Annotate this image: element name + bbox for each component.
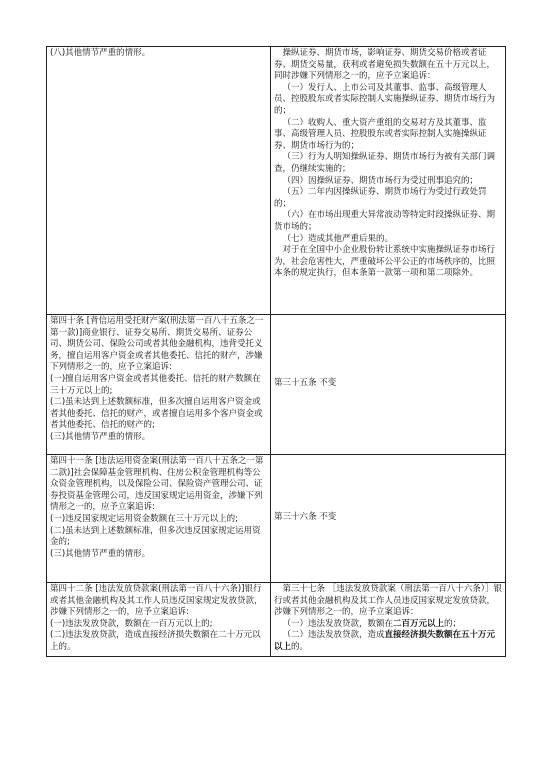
new-provision-cell <box>271 47 506 315</box>
new-provision-text: 对于在全国中小企业股份转让系统中实施操纵证券市场行为，社会危害性大，严重破坏公平公正的市场秩序的，比照本条的规定执行，但本条第一款第一项和第二项除外。 <box>274 245 496 279</box>
new-provision-item <box>274 630 503 653</box>
new-provision-text: 第三十五条 不变 <box>274 378 337 389</box>
old-provision-cell <box>47 583 271 657</box>
old-provision-text: (八)其他情节严重的情形。 <box>50 48 151 58</box>
new-provision-text: 第三十六条 不变 <box>274 512 337 523</box>
new-provision-text: 操纵证券、期货市场，影响证券、期货交易价格或者证券、期货交易量，获利或者避免损失数额在五十万元以上，同时涉嫌下列情形之一的，应予立案追诉： <box>274 48 496 82</box>
new-provision-text: （一）发行人、上市公司及其董事、监事、高级管理人员、控股股东或者实际控制人实施操纵证券、期货市场行为的； <box>274 82 496 116</box>
item-text: 的。 <box>291 641 309 652</box>
old-provision-text: (一)违反国家规定运用资金数额在三十万元以上的; <box>50 513 238 524</box>
item-text: 的； <box>444 618 462 629</box>
table-row <box>47 47 506 315</box>
new-provision-text: （二）收购人、重大资产重组的交易对方及其董事、监事、高级管理人员、控股股东或者实际控制人实施操纵证券、期货市场行为的； <box>274 117 487 151</box>
old-provision-text: (一)擅自运用客户资金或者其他委托、信托的财产数额在三十万元以上的; <box>50 373 261 396</box>
old-provision-text: 第四十二条 [违法发放贷款案(刑法第一百八十六条)]银行或者其他金融机构及其工作人员违反国家规定发放贷款，涉嫌下列情形之一的，应予立案追诉: <box>50 584 263 618</box>
old-provision-text: (三)其他情节严重的情形。 <box>50 548 151 559</box>
old-provision-text: 第四十一条 [违法运用资金案(刑法第一百八十五条之一第二款)]社会保障基金管理机构、住房公积金管理机构等公众资金管理机构，以及保险公司、保险资产管理公司、证券投资基金管理公司，违反国家规定运用资金，涉嫌下列情形之一的，应予立案追诉: <box>50 456 264 513</box>
new-provision-item <box>274 619 503 631</box>
new-provision-text: （四）因操纵证券、期货市场行为受过刑事追究的； <box>282 175 479 186</box>
amended-amount: 二百万元以上 <box>393 618 445 629</box>
amended-amount: 直接经济损失数额在五十万元以上 <box>274 630 496 652</box>
old-provision-text: 第四十条 [背信运用受托财产案(刑法第一百八十五条之一第一款)]商业银行、证券交易所、期货交易所、证券公司、期货公司、保险公司或者其他金融机构，违背受托义务，擅自运用客户资金或者其他委托、信托的财产，涉嫌下列情形之一的，应予立案追诉: <box>50 316 264 373</box>
comparison-table <box>46 46 506 657</box>
old-provision-cell <box>47 315 271 455</box>
table-row <box>47 315 506 455</box>
old-provision-text: (二)虽未达到上述数额标准，但多次违反国家规定运用资金的; <box>50 525 261 548</box>
new-provision-cell <box>271 583 506 657</box>
old-provision-text: (二)虽未达到上述数额标准，但多次擅自运用客户资金或者其他委托、信托的财产，或者擅自运用多个客户资金或者其他委托、信托的财产的; <box>50 397 263 431</box>
new-provision-text: （五）二年内因操纵证券、期货市场行为受过行政处罚的； <box>274 187 487 209</box>
new-provision-text: （七）造成其他严重后果的。 <box>282 233 394 244</box>
comparison-page <box>46 46 505 657</box>
new-provision-cell <box>271 455 506 583</box>
new-provision-text: （六）在市场出现重大异常波动等特定时段操纵证券、期货市场的； <box>274 210 496 232</box>
table-row <box>47 455 506 583</box>
table-row <box>47 583 506 657</box>
old-provision-cell <box>47 455 271 583</box>
item-text: （二）违法发放贷款，造成 <box>282 630 385 641</box>
old-provision-cell <box>47 47 271 315</box>
old-provision-text: (三)其他情节严重的情形。 <box>50 431 151 442</box>
new-provision-text: （三）行为人明知操纵证券、期货市场行为被有关部门调查，仍继续实施的； <box>274 152 496 174</box>
new-provision-text: 第三十七条 ［违法发放贷款案（刑法第一百八十六条）］银行或者其他金融机构及其工作人员违反国家规定发放贷款，涉嫌下列情形之一的，应予立案追诉： <box>274 584 502 618</box>
new-provision-cell <box>271 315 506 455</box>
old-provision-text: (一)违法发放贷款，数额在一百万元以上的; <box>50 618 213 629</box>
item-text: （一）违法发放贷款，数额在 <box>282 618 394 629</box>
old-provision-text: (二)违法发放贷款，造成直接经济损失数额在二十万元以上的。 <box>50 630 261 652</box>
